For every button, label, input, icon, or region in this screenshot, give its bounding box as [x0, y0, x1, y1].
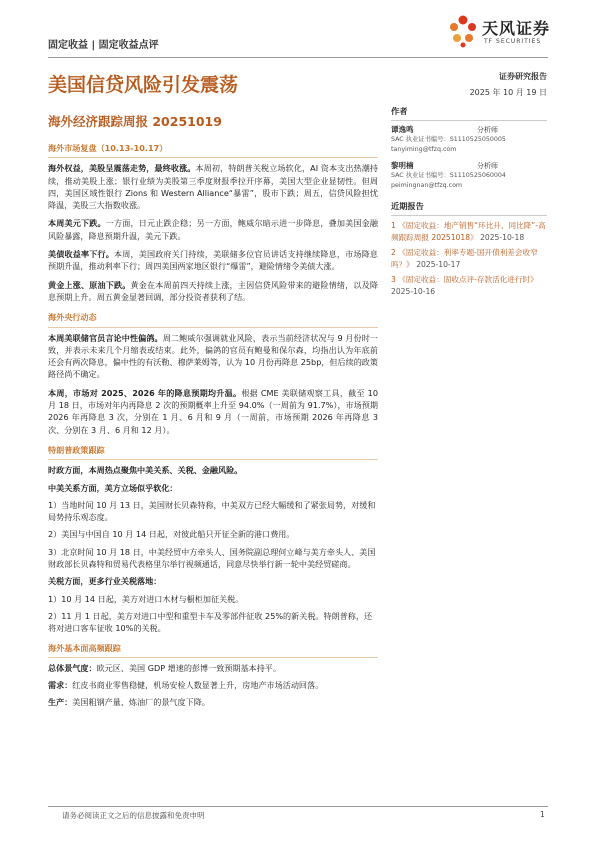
list-item: 中美关系方面，美方立场似乎软化：	[48, 482, 178, 493]
header-divider	[48, 57, 548, 58]
paragraph: 美债收益率下行。本周，美国政府关门持续，美联储多位官员讲话支持继续降息，市场降息预期升温，推动利率下行；周四美国两家地区银行“爆雷”，避险情绪令美债大涨。	[48, 249, 378, 272]
author-name: 黎明楠	[391, 161, 414, 170]
section-heading: 海外基本面高频跟踪	[48, 640, 378, 658]
list-item: 1）10 月 14 日起，美方对进口木材与橱柜加征关税。	[48, 593, 244, 604]
list-item: 总体景气度：欧元区、美国 GDP 增速的彭博一致预期基本持平。	[48, 662, 281, 673]
report-date: 2025 年 10 月 19 日	[469, 88, 547, 97]
author-email[interactable]: peimingnan@tfzq.com	[391, 182, 463, 189]
list-item: 2）美国与中国自 10 月 14 日起，对彼此船只开征全新的港口费用。	[48, 529, 295, 540]
section-heading: 海外市场复盘（10.13-10.17）	[48, 140, 378, 158]
authors-heading: 作者	[391, 106, 547, 121]
paragraph: 本周，市场对 2025、2026 年的降息预期均升温。根据 CME 美联储观察工具，截至 10 月 18 日，市场对年内再降息 2 次的预期概率上升至 94.0%（一周前为 91.7%），市场预期 2026 年再降息 3 次，分别在 1 月、6 月和 9 月（一周前，市场预期 2026 年再降息 3 次、分别在 3 月、6 月和 12 月）。	[48, 387, 378, 435]
report-subtitle: 海外经济跟踪周报 20251019	[48, 114, 222, 129]
paragraph: 本周美元下跌。一方面，日元止跌企稳；另一方面，鲍威尔暗示进一步降息，叠加美国金融风险暴露，降息预期升温，美元下跌。	[48, 218, 378, 241]
main-content	[48, 140, 378, 714]
recent-report-item[interactable]	[391, 274, 547, 297]
section-market-review	[48, 140, 378, 303]
recent-report-link[interactable]: 2 《固定收益：利率专题-国开债利差会收窄吗？》	[391, 248, 538, 269]
list-item: 需求：红皮书商业零售稳健，机场安检人数显著上升，房地产市场活动回落。	[48, 680, 324, 691]
list-item: 2）11 月 1 日起，美方对进口中型和重型卡车及零部件征收 25%的新关税。特朗普称，还将对进口客车征收 10%的关税。	[48, 610, 373, 634]
tf-securities-logo-icon	[447, 14, 479, 48]
list-item: 生产：美国粗钢产量、炼油厂的景气度下降。	[48, 697, 210, 708]
list-item: 关税方面，更多行业关税落地：	[48, 576, 162, 587]
recent-report-link[interactable]: 3 《固定收益：固收点评-存款活化进行时》	[391, 275, 538, 285]
brand-name: 天风证券	[482, 19, 551, 38]
brand-name-en: TF SECURITIES	[484, 38, 542, 45]
author-role: 分析师	[477, 126, 498, 134]
author-sac: SAC 执业证书编号：S1110525060004	[391, 172, 506, 179]
list-item: 3）北京时间 10 月 18 日，中美经贸中方牵头人、国务院副总理何立峰与美方牵头人、美国财政部长贝森特和贸易代表格里尔举行视频通话，同意尽快举行新一轮中美经贸磋商。	[48, 546, 376, 570]
recent-report-date: 2025-10-16	[391, 286, 436, 296]
report-title: 美国信贷风险引发震荡	[48, 74, 239, 96]
recent-report-date: 2025-10-17	[416, 259, 461, 269]
author-card	[391, 161, 547, 191]
list-item: 1）当地时间 10 月 13 日，美国财长贝森特称，中美双方已经大幅缓和了紧张局势，对缓和局势持乐观态度。	[48, 499, 376, 523]
author-card	[391, 125, 547, 155]
author-role: 分析师	[477, 162, 498, 170]
recent-report-item[interactable]	[391, 220, 547, 243]
paragraph: 本周美联储官员言论中性偏鸽。周二鲍威尔强调就业风险，表示当前经济状况与 9 月份时一致，并表示未来几个月缩表或结束。此外，偏鸽的官员有鲍曼和保尔森，均指出认为年底前还会有两次降息，偏中性的有沃勒、穆萨莱姆等，认为 10 月份再降息 25bp，但后续的政策路径尚不确定。	[48, 332, 378, 380]
section-central-banks	[48, 309, 378, 436]
page-number: 1	[540, 810, 545, 819]
section-heading: 特朗普政策跟踪	[48, 442, 378, 460]
paragraph: 海外权益，美股呈震荡走势，最终收涨。本周初，特朗普关税立场软化，AI 资本支出热潮持续，推动美股上涨；银行业绩为美股第三季度财报季拉开序幕，美国大型企业显韧性。但周四，美国区域性银行 Zions 和 Western Alliance“暴雷”，股市下跌；周五，信贷风险担忧降温，美股三大指数收涨。	[48, 163, 378, 211]
footer-disclaimer: 请务必阅读正文之后的信息披露和免责申明	[62, 811, 205, 820]
footer-divider	[48, 806, 548, 807]
section-trump-policy	[48, 442, 378, 635]
sidebar	[391, 106, 547, 302]
list-item: 时政方面，本周热点聚焦中美关系、关税、金融风险。	[48, 465, 243, 476]
report-type: 证券研究报告	[499, 72, 547, 81]
report-category: 固定收益 | 固定收益点评	[48, 40, 159, 51]
recent-report-item[interactable]	[391, 247, 547, 270]
paragraph: 黄金上涨、原油下跌。黄金在本周前四天持续上涨，主因信贷风险带来的避险情绪，以及降息预期上升。周五黄金显著回调，部分投资者获利了结。	[48, 279, 378, 302]
section-fundamentals	[48, 640, 378, 709]
recent-report-date: 2025-10-18	[480, 232, 525, 242]
recent-reports-heading: 近期报告	[391, 201, 547, 216]
section-heading: 海外央行动态	[48, 309, 378, 327]
author-sac: SAC 执业证书编号：S1110525050005	[391, 136, 506, 143]
author-email[interactable]: tanyiming@tfzq.com	[391, 146, 457, 153]
recent-report-link[interactable]: 1 《固定收益：地产销售“环比升、同比降”-高频跟踪周报 20251018》	[391, 221, 546, 242]
author-name: 谭逸鸣	[391, 125, 414, 134]
